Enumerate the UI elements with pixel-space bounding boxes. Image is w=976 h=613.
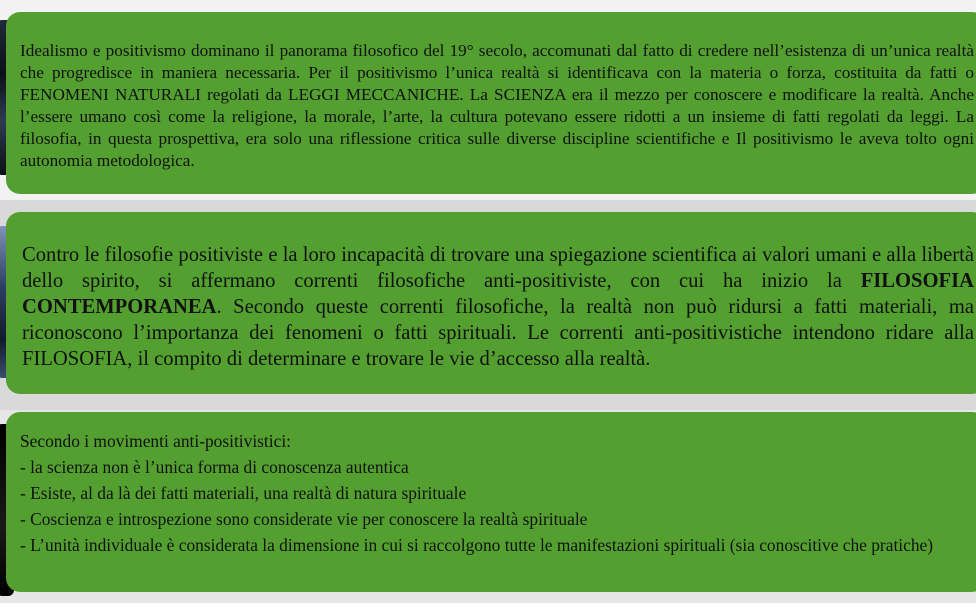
slide-section-2 [0, 200, 976, 410]
bottom-bar [0, 603, 976, 613]
list-intro: Secondo i movimenti anti-positivistici: [20, 431, 291, 451]
list-item: - L’unità individuale è considerata la dimensione in cui si raccolgono tutte le manifestazioni spirituali (sia conoscitive che pratiche) [20, 535, 934, 555]
list-item: - Coscienza e introspezione sono considerate vie per conoscere la realtà spirituale [20, 509, 588, 529]
bold-term: FILOSOFIA CONTEMPORANEA [22, 270, 974, 318]
paragraph-text-before: Contro le filosofie positiviste e la loro incapacità di trovare una spiegazione scientifica ai valori umani e alla libertà dello spirito, si affermano correnti filosofiche anti-positiviste, con cui ha inizio la [22, 244, 974, 292]
paragraph-positivismo: Idealismo e positivismo dominano il panorama filosofico del 19° secolo, accomunati dal fatto di credere nell’esistenza di un’unica realtà che progredisce in maniera necessaria. Per il positivismo l’unica realtà si identificava con la materia o forza, costituita da fatti o FENOMENI NATURALI regolati da LEGGI MECCANICHE. La SCIENZA era il mezzo per conoscere e modificare la realtà. Anche l’essere umano così come la religione, la morale, l’arte, la cultura potevano essere ridotti a un insieme di fatti regolati da leggi. La filosofia, in questa prospettiva, era solo una riflessione critica sulle diverse discipline scientifiche e Il positivismo le aveva tolto ogni autonomia metodologica. [20, 41, 974, 170]
slide-section-1 [0, 0, 976, 200]
list-item: - la scienza non è l’unica forma di conoscenza autentica [20, 457, 409, 477]
paragraph-anti-positivismo [22, 242, 974, 372]
text-box-anti-positivismo [6, 212, 976, 394]
list-item: - Esiste, al da là dei fatti materiali, una realtà di natura spirituale [20, 483, 467, 503]
text-box-list [6, 412, 976, 592]
paragraph-text-after: . Secondo queste correnti filosofiche, la realtà non può ridursi a fatti materiali, ma riconoscono l’importanza dei fenomeni o fatti spirituali. Le correnti anti-positivistiche intendono ridare alla FILOSOFIA, il compito di determinare e trovare le vie d’accesso alla realtà. [22, 296, 974, 370]
slide-section-3 [0, 410, 976, 603]
text-box-positivismo [6, 12, 976, 194]
